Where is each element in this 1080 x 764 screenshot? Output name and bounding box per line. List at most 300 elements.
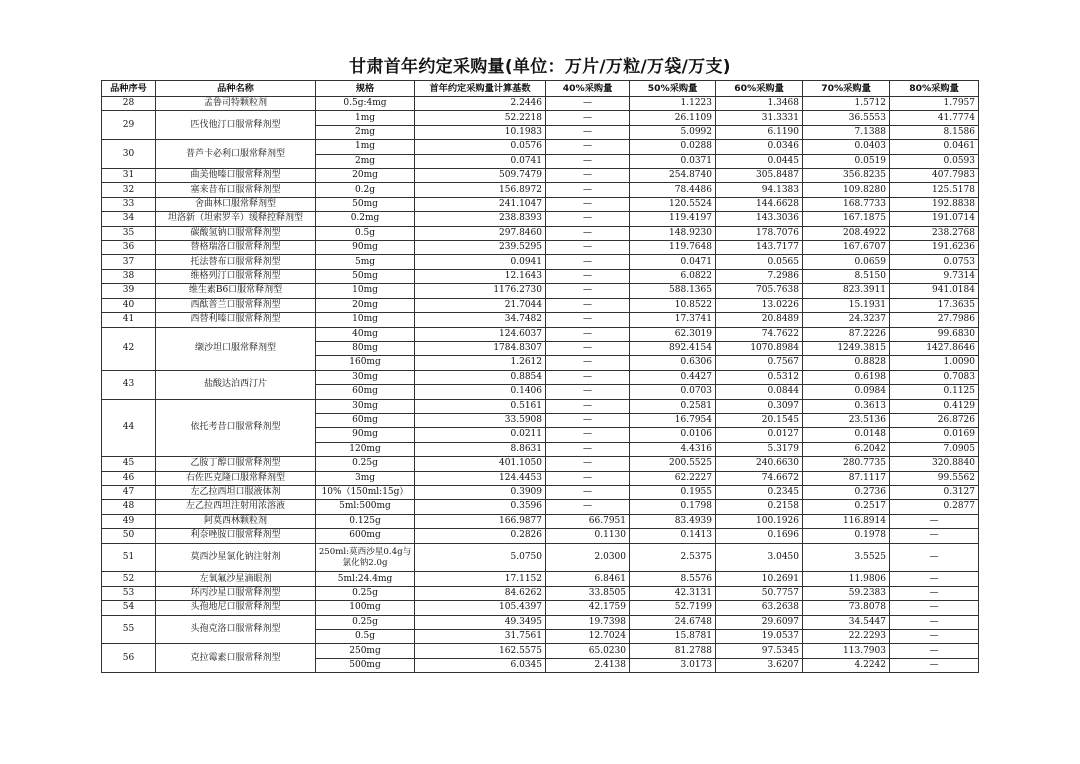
cell-qty-40: — xyxy=(546,197,630,211)
cell-name: 利奈唑胺口服常释剂型 xyxy=(156,529,316,543)
cell-qty-60: 0.7567 xyxy=(716,356,803,370)
cell-qty-70: 1249.3815 xyxy=(803,341,890,355)
cell-qty-40: — xyxy=(546,125,630,139)
cell-qty-40: — xyxy=(546,298,630,312)
cell-qty-50: 0.0106 xyxy=(630,428,716,442)
table-row xyxy=(102,457,979,471)
cell-qty-40: 0.1130 xyxy=(546,529,630,543)
cell-base: 401.1050 xyxy=(415,457,546,471)
cell-name: 右佐匹克隆口服常释剂型 xyxy=(156,471,316,485)
cell-name: 左乙拉西坦注射用浓溶液 xyxy=(156,500,316,514)
cell-spec: 2mg xyxy=(316,154,415,168)
cell-seq: 51 xyxy=(102,543,156,572)
cell-qty-70: 823.3911 xyxy=(803,284,890,298)
table-row xyxy=(102,269,979,283)
cell-seq: 42 xyxy=(102,327,156,370)
cell-name: 依托考昔口服常释剂型 xyxy=(156,399,316,457)
cell-spec: 60mg xyxy=(316,385,415,399)
cell-spec: 40mg xyxy=(316,327,415,341)
table-row xyxy=(102,97,979,111)
cell-qty-40: — xyxy=(546,457,630,471)
cell-qty-40: 2.0300 xyxy=(546,543,630,572)
table-row xyxy=(102,183,979,197)
table-row xyxy=(102,514,979,528)
header-40: 40%采购量 xyxy=(546,81,630,97)
cell-qty-40: — xyxy=(546,471,630,485)
cell-name: 阿莫西林颗粒剂 xyxy=(156,514,316,528)
table-row xyxy=(102,241,979,255)
cell-base: 124.6037 xyxy=(415,327,546,341)
cell-qty-50: 200.5525 xyxy=(630,457,716,471)
cell-qty-70: 0.8828 xyxy=(803,356,890,370)
cell-base: 2.2446 xyxy=(415,97,546,111)
cell-qty-60: 143.3036 xyxy=(716,212,803,226)
cell-qty-50: 3.0173 xyxy=(630,658,716,672)
cell-base: 12.1643 xyxy=(415,269,546,283)
table-row xyxy=(102,327,979,341)
cell-qty-70: 87.2226 xyxy=(803,327,890,341)
cell-qty-40: — xyxy=(546,442,630,456)
cell-seq: 49 xyxy=(102,514,156,528)
cell-qty-70: 7.1388 xyxy=(803,125,890,139)
cell-qty-40: — xyxy=(546,485,630,499)
cell-qty-40: — xyxy=(546,356,630,370)
cell-qty-80: — xyxy=(890,615,979,629)
cell-seq: 36 xyxy=(102,241,156,255)
cell-qty-50: 24.6748 xyxy=(630,615,716,629)
cell-name: 环丙沙星口服常释剂型 xyxy=(156,586,316,600)
cell-qty-80: 320.8840 xyxy=(890,457,979,471)
cell-qty-50: 0.0371 xyxy=(630,154,716,168)
cell-base: 297.8460 xyxy=(415,226,546,240)
cell-base: 156.8972 xyxy=(415,183,546,197)
cell-qty-70: 22.2293 xyxy=(803,630,890,644)
cell-base: 31.7561 xyxy=(415,630,546,644)
cell-qty-50: 81.2788 xyxy=(630,644,716,658)
cell-qty-40: — xyxy=(546,370,630,384)
table-row xyxy=(102,399,979,413)
cell-qty-60: 19.0537 xyxy=(716,630,803,644)
cell-spec: 50mg xyxy=(316,197,415,211)
cell-name: 头孢地尼口服常释剂型 xyxy=(156,601,316,615)
cell-seq: 48 xyxy=(102,500,156,514)
cell-spec: 0.5g xyxy=(316,630,415,644)
cell-spec: 1mg xyxy=(316,111,415,125)
cell-spec: 80mg xyxy=(316,341,415,355)
cell-spec: 30mg xyxy=(316,370,415,384)
cell-seq: 53 xyxy=(102,586,156,600)
cell-qty-70: 109.8280 xyxy=(803,183,890,197)
cell-spec: 100mg xyxy=(316,601,415,615)
cell-spec: 5mg xyxy=(316,255,415,269)
cell-qty-70: 0.0659 xyxy=(803,255,890,269)
cell-qty-50: 16.7954 xyxy=(630,413,716,427)
cell-base: 52.2218 xyxy=(415,111,546,125)
cell-qty-60: 1.3468 xyxy=(716,97,803,111)
table-row xyxy=(102,644,979,658)
cell-spec: 90mg xyxy=(316,241,415,255)
table-row xyxy=(102,485,979,499)
cell-spec: 3mg xyxy=(316,471,415,485)
cell-qty-80: — xyxy=(890,630,979,644)
table-row xyxy=(102,284,979,298)
cell-seq: 44 xyxy=(102,399,156,457)
cell-base: 6.0345 xyxy=(415,658,546,672)
cell-qty-70: 8.5150 xyxy=(803,269,890,283)
cell-base: 238.8393 xyxy=(415,212,546,226)
cell-qty-50: 5.0992 xyxy=(630,125,716,139)
cell-qty-40: — xyxy=(546,241,630,255)
cell-qty-80: 238.2768 xyxy=(890,226,979,240)
cell-base: 0.5161 xyxy=(415,399,546,413)
cell-qty-80: — xyxy=(890,529,979,543)
cell-qty-60: 0.2158 xyxy=(716,500,803,514)
cell-qty-50: 78.4486 xyxy=(630,183,716,197)
cell-qty-60: 0.1696 xyxy=(716,529,803,543)
cell-qty-80: 9.7314 xyxy=(890,269,979,283)
cell-qty-80: 0.2877 xyxy=(890,500,979,514)
cell-qty-50: 1.1223 xyxy=(630,97,716,111)
cell-base: 0.2826 xyxy=(415,529,546,543)
cell-qty-40: 19.7398 xyxy=(546,615,630,629)
cell-qty-80: — xyxy=(890,572,979,586)
cell-qty-80: — xyxy=(890,644,979,658)
cell-qty-60: 74.7622 xyxy=(716,327,803,341)
table-row xyxy=(102,255,979,269)
header-70: 70%采购量 xyxy=(803,81,890,97)
cell-qty-80: 0.0753 xyxy=(890,255,979,269)
cell-base: 8.8631 xyxy=(415,442,546,456)
cell-base: 509.7479 xyxy=(415,169,546,183)
cell-qty-50: 6.0822 xyxy=(630,269,716,283)
cell-qty-60: 20.8489 xyxy=(716,313,803,327)
cell-qty-40: — xyxy=(546,140,630,154)
cell-qty-40: 66.7951 xyxy=(546,514,630,528)
cell-seq: 50 xyxy=(102,529,156,543)
page-title: 甘肃首年约定采购量(单位：万片/万粒/万袋/万支) xyxy=(349,57,731,77)
cell-name: 西酞普兰口服常释剂型 xyxy=(156,298,316,312)
cell-qty-40: 2.4138 xyxy=(546,658,630,672)
cell-qty-60: 144.6628 xyxy=(716,197,803,211)
cell-qty-60: 31.3331 xyxy=(716,111,803,125)
cell-base: 0.0576 xyxy=(415,140,546,154)
cell-spec: 250mg xyxy=(316,644,415,658)
cell-qty-50: 2.5375 xyxy=(630,543,716,572)
cell-qty-40: — xyxy=(546,169,630,183)
cell-qty-70: 15.1931 xyxy=(803,298,890,312)
cell-seq: 31 xyxy=(102,169,156,183)
cell-qty-60: 305.8487 xyxy=(716,169,803,183)
cell-qty-70: 356.8235 xyxy=(803,169,890,183)
cell-spec: 2mg xyxy=(316,125,415,139)
cell-seq: 28 xyxy=(102,97,156,111)
cell-qty-70: 167.6707 xyxy=(803,241,890,255)
cell-spec: 0.25g xyxy=(316,615,415,629)
cell-qty-60: 0.5312 xyxy=(716,370,803,384)
cell-qty-70: 0.1978 xyxy=(803,529,890,543)
table-row xyxy=(102,140,979,154)
cell-spec: 5ml:500mg xyxy=(316,500,415,514)
cell-qty-50: 0.1955 xyxy=(630,485,716,499)
cell-qty-40: — xyxy=(546,269,630,283)
cell-base: 1176.2730 xyxy=(415,284,546,298)
cell-qty-50: 0.1413 xyxy=(630,529,716,543)
cell-qty-70: 3.5525 xyxy=(803,543,890,572)
cell-qty-50: 52.7199 xyxy=(630,601,716,615)
cell-qty-60: 3.0450 xyxy=(716,543,803,572)
cell-name: 缬沙坦口服常释剂型 xyxy=(156,327,316,370)
cell-qty-40: 33.8505 xyxy=(546,586,630,600)
header-spec: 规格 xyxy=(316,81,415,97)
header-name: 品种名称 xyxy=(156,81,316,97)
cell-name: 曲美他嗪口服常释剂型 xyxy=(156,169,316,183)
cell-seq: 35 xyxy=(102,226,156,240)
cell-qty-80: 0.0593 xyxy=(890,154,979,168)
table-row xyxy=(102,212,979,226)
table-row xyxy=(102,543,979,572)
cell-qty-40: — xyxy=(546,500,630,514)
cell-qty-50: 0.4427 xyxy=(630,370,716,384)
table-body xyxy=(102,97,979,673)
cell-qty-50: 0.0703 xyxy=(630,385,716,399)
cell-qty-60: 3.6207 xyxy=(716,658,803,672)
cell-qty-70: 0.0403 xyxy=(803,140,890,154)
cell-qty-40: — xyxy=(546,255,630,269)
cell-name: 孟鲁司特颗粒剂 xyxy=(156,97,316,111)
cell-qty-40: — xyxy=(546,413,630,427)
cell-seq: 40 xyxy=(102,298,156,312)
cell-base: 84.6262 xyxy=(415,586,546,600)
cell-qty-70: 24.3237 xyxy=(803,313,890,327)
cell-qty-50: 892.4154 xyxy=(630,341,716,355)
cell-seq: 34 xyxy=(102,212,156,226)
cell-spec: 250ml:莫西沙星0.4g与氯化钠2.0g xyxy=(316,543,415,572)
cell-qty-70: 280.7735 xyxy=(803,457,890,471)
cell-qty-70: 23.5136 xyxy=(803,413,890,427)
cell-seq: 29 xyxy=(102,111,156,140)
cell-qty-70: 0.0519 xyxy=(803,154,890,168)
cell-qty-50: 26.1109 xyxy=(630,111,716,125)
cell-qty-80: 125.5178 xyxy=(890,183,979,197)
cell-spec: 50mg xyxy=(316,269,415,283)
cell-qty-50: 254.8740 xyxy=(630,169,716,183)
cell-spec: 5ml:24.4mg xyxy=(316,572,415,586)
cell-qty-80: — xyxy=(890,543,979,572)
cell-name: 替格瑞洛口服常释剂型 xyxy=(156,241,316,255)
cell-qty-50: 119.4197 xyxy=(630,212,716,226)
cell-qty-50: 62.3019 xyxy=(630,327,716,341)
cell-qty-70: 0.3613 xyxy=(803,399,890,413)
table-row xyxy=(102,529,979,543)
cell-qty-50: 0.6306 xyxy=(630,356,716,370)
cell-qty-70: 113.7903 xyxy=(803,644,890,658)
cell-qty-70: 0.2517 xyxy=(803,500,890,514)
header-50: 50%采购量 xyxy=(630,81,716,97)
cell-qty-40: 12.7024 xyxy=(546,630,630,644)
cell-qty-70: 6.2042 xyxy=(803,442,890,456)
cell-qty-50: 15.8781 xyxy=(630,630,716,644)
cell-qty-80: 27.7986 xyxy=(890,313,979,327)
cell-spec: 0.5g:4mg xyxy=(316,97,415,111)
cell-base: 0.0941 xyxy=(415,255,546,269)
cell-qty-80: 0.4129 xyxy=(890,399,979,413)
cell-qty-60: 10.2691 xyxy=(716,572,803,586)
cell-qty-70: 87.1117 xyxy=(803,471,890,485)
cell-qty-60: 0.2345 xyxy=(716,485,803,499)
cell-spec: 120mg xyxy=(316,442,415,456)
cell-qty-50: 62.2227 xyxy=(630,471,716,485)
cell-qty-70: 11.9806 xyxy=(803,572,890,586)
cell-qty-50: 120.5524 xyxy=(630,197,716,211)
cell-base: 0.3596 xyxy=(415,500,546,514)
cell-base: 5.0750 xyxy=(415,543,546,572)
cell-spec: 0.125g xyxy=(316,514,415,528)
cell-qty-80: 407.7983 xyxy=(890,169,979,183)
cell-qty-40: 65.0230 xyxy=(546,644,630,658)
cell-name: 维生素B6口服常释剂型 xyxy=(156,284,316,298)
cell-qty-40: — xyxy=(546,212,630,226)
cell-seq: 38 xyxy=(102,269,156,283)
cell-seq: 54 xyxy=(102,601,156,615)
cell-base: 1784.8307 xyxy=(415,341,546,355)
cell-qty-40: — xyxy=(546,341,630,355)
cell-qty-80: — xyxy=(890,658,979,672)
cell-seq: 45 xyxy=(102,457,156,471)
cell-base: 49.3495 xyxy=(415,615,546,629)
cell-name: 盐酸达泊西汀片 xyxy=(156,370,316,399)
cell-qty-80: 0.1125 xyxy=(890,385,979,399)
table-row xyxy=(102,370,979,384)
cell-qty-50: 10.8522 xyxy=(630,298,716,312)
cell-qty-40: — xyxy=(546,183,630,197)
cell-qty-50: 8.5576 xyxy=(630,572,716,586)
cell-qty-50: 83.4939 xyxy=(630,514,716,528)
cell-qty-80: 941.0184 xyxy=(890,284,979,298)
cell-qty-50: 0.1798 xyxy=(630,500,716,514)
cell-qty-50: 588.1365 xyxy=(630,284,716,298)
cell-base: 0.0211 xyxy=(415,428,546,442)
cell-base: 17.1152 xyxy=(415,572,546,586)
cell-qty-40: — xyxy=(546,226,630,240)
cell-qty-60: 0.0445 xyxy=(716,154,803,168)
cell-qty-70: 0.0984 xyxy=(803,385,890,399)
cell-qty-60: 5.3179 xyxy=(716,442,803,456)
cell-base: 105.4397 xyxy=(415,601,546,615)
cell-qty-80: 8.1586 xyxy=(890,125,979,139)
cell-name: 莫西沙星氯化钠注射剂 xyxy=(156,543,316,572)
cell-base: 0.0741 xyxy=(415,154,546,168)
cell-qty-70: 36.5553 xyxy=(803,111,890,125)
cell-qty-40: — xyxy=(546,313,630,327)
cell-base: 162.5575 xyxy=(415,644,546,658)
cell-qty-60: 0.3097 xyxy=(716,399,803,413)
cell-qty-80: 1.7957 xyxy=(890,97,979,111)
cell-spec: 10%（150ml:15g） xyxy=(316,485,415,499)
cell-name: 普芦卡必利口服常释剂型 xyxy=(156,140,316,169)
cell-spec: 30mg xyxy=(316,399,415,413)
cell-qty-60: 705.7638 xyxy=(716,284,803,298)
cell-qty-60: 0.0346 xyxy=(716,140,803,154)
cell-qty-70: 0.0148 xyxy=(803,428,890,442)
table-row xyxy=(102,615,979,629)
cell-qty-50: 4.4316 xyxy=(630,442,716,456)
cell-spec: 0.25g xyxy=(316,457,415,471)
cell-qty-80: — xyxy=(890,586,979,600)
cell-qty-40: — xyxy=(546,428,630,442)
cell-seq: 46 xyxy=(102,471,156,485)
cell-qty-80: 0.0169 xyxy=(890,428,979,442)
cell-qty-50: 148.9230 xyxy=(630,226,716,240)
header-80: 80%采购量 xyxy=(890,81,979,97)
cell-qty-80: — xyxy=(890,514,979,528)
cell-qty-80: — xyxy=(890,601,979,615)
cell-seq: 47 xyxy=(102,485,156,499)
cell-spec: 0.2g xyxy=(316,183,415,197)
cell-qty-80: 191.6236 xyxy=(890,241,979,255)
cell-base: 33.5908 xyxy=(415,413,546,427)
cell-spec: 1mg xyxy=(316,140,415,154)
cell-qty-80: 0.3127 xyxy=(890,485,979,499)
cell-qty-40: — xyxy=(546,154,630,168)
cell-name: 维格列汀口服常释剂型 xyxy=(156,269,316,283)
header-60: 60%采购量 xyxy=(716,81,803,97)
cell-seq: 41 xyxy=(102,313,156,327)
cell-qty-70: 208.4922 xyxy=(803,226,890,240)
table-row xyxy=(102,471,979,485)
cell-qty-60: 1070.8984 xyxy=(716,341,803,355)
cell-qty-80: 192.8838 xyxy=(890,197,979,211)
cell-base: 241.1047 xyxy=(415,197,546,211)
cell-name: 西替利嗪口服常释剂型 xyxy=(156,313,316,327)
cell-qty-70: 168.7733 xyxy=(803,197,890,211)
cell-qty-50: 0.0471 xyxy=(630,255,716,269)
cell-qty-60: 0.0565 xyxy=(716,255,803,269)
cell-seq: 43 xyxy=(102,370,156,399)
cell-name: 克拉霉素口服常释剂型 xyxy=(156,644,316,673)
cell-name: 匹伐他汀口服常释剂型 xyxy=(156,111,316,140)
header-row xyxy=(102,81,979,97)
cell-qty-70: 116.8914 xyxy=(803,514,890,528)
table-row xyxy=(102,500,979,514)
cell-seq: 30 xyxy=(102,140,156,169)
table-row xyxy=(102,572,979,586)
cell-base: 0.3909 xyxy=(415,485,546,499)
cell-qty-70: 0.2736 xyxy=(803,485,890,499)
cell-base: 1.2612 xyxy=(415,356,546,370)
cell-qty-60: 20.1545 xyxy=(716,413,803,427)
cell-qty-60: 74.6672 xyxy=(716,471,803,485)
cell-qty-40: 6.8461 xyxy=(546,572,630,586)
cell-qty-50: 42.3131 xyxy=(630,586,716,600)
cell-qty-80: 26.8726 xyxy=(890,413,979,427)
cell-qty-40: — xyxy=(546,111,630,125)
cell-qty-60: 240.6630 xyxy=(716,457,803,471)
cell-base: 21.7044 xyxy=(415,298,546,312)
cell-qty-80: 99.6830 xyxy=(890,327,979,341)
cell-spec: 90mg xyxy=(316,428,415,442)
table-row xyxy=(102,111,979,125)
cell-qty-60: 100.1926 xyxy=(716,514,803,528)
cell-qty-40: — xyxy=(546,97,630,111)
cell-seq: 55 xyxy=(102,615,156,644)
cell-name: 碳酸氢钠口服常释剂型 xyxy=(156,226,316,240)
cell-spec: 0.2mg xyxy=(316,212,415,226)
cell-spec: 0.25g xyxy=(316,586,415,600)
cell-name: 托法替布口服常释剂型 xyxy=(156,255,316,269)
cell-qty-80: 41.7774 xyxy=(890,111,979,125)
cell-spec: 10mg xyxy=(316,313,415,327)
cell-qty-60: 50.7757 xyxy=(716,586,803,600)
